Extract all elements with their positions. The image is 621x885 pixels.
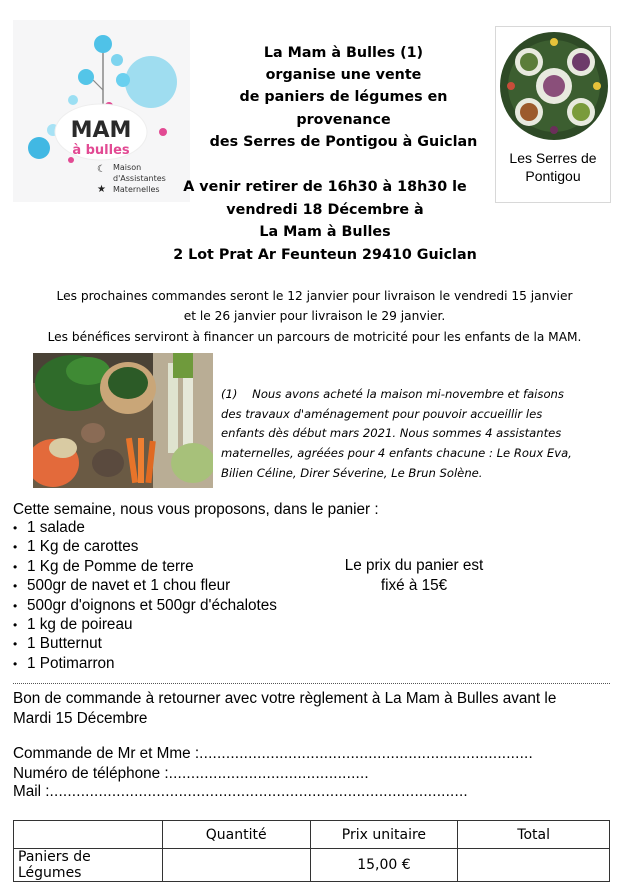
- serres-name-line-1: Les Serres de: [509, 150, 597, 166]
- serres-name: [496, 149, 610, 185]
- row-quantity-cell[interactable]: [162, 849, 310, 882]
- mail-label: Mail :: [13, 783, 50, 800]
- logo-subtitle-2: d'Assistantes: [113, 174, 166, 183]
- note-line-3: enfants dès début mars 2021. Nous sommes 4 assistantes: [221, 426, 562, 441]
- title-line-5: des Serres de Pontigou à Guiclan: [209, 133, 478, 150]
- mail-field[interactable]: [13, 782, 468, 801]
- dotted-divider: [13, 683, 610, 684]
- list-item: • 500gr d'oignons et 500gr d'échalotes: [13, 596, 277, 614]
- logo-subtitle-1: Maison: [113, 163, 142, 172]
- name-field[interactable]: [13, 744, 533, 763]
- title-line-2: organise une vente: [265, 67, 422, 84]
- pickup-line-4: 2 Lot Prat Ar Feunteun 29410 Guiclan: [173, 246, 477, 263]
- mail-dots: ..............................................................................................: [49, 783, 468, 800]
- title-line-3: de paniers de légumes en: [239, 89, 448, 106]
- note-line-5: Bilien Céline, Direr Séverine, Le Brun Solène.: [221, 465, 483, 480]
- list-item: • 1 salade: [13, 519, 85, 536]
- basket-list: [13, 518, 277, 673]
- pickup-line-3: La Mam à Bulles: [259, 224, 391, 240]
- info-line-2: et le 26 janvier pour livraison le 29 janvier.: [183, 309, 446, 324]
- svg-text:★: ★: [97, 184, 106, 195]
- vegetable-plate-icon: [499, 30, 609, 142]
- title-line-1: La Mam à Bulles (1): [263, 45, 424, 61]
- price-block: [330, 556, 498, 596]
- basket-intro: Cette semaine, nous vous proposons, dans le panier :: [13, 501, 379, 518]
- note-line-4: maternelles, agréées pour 4 enfants chacune : Le Roux Eva,: [221, 446, 572, 461]
- info-paragraph: [22, 286, 607, 347]
- serres-name-line-2: Pontigou: [525, 168, 581, 184]
- price-line-2: fixé à 15€: [380, 577, 448, 594]
- name-dots: ...........................................................................: [199, 745, 533, 762]
- vegetable-basket-photo: [33, 353, 213, 488]
- footnote: [221, 385, 611, 484]
- list-item: • 500gr de navet et 1 chou fleur: [13, 577, 231, 595]
- serres-de-pontigou-logo: [495, 26, 611, 203]
- order-table: [13, 820, 610, 882]
- info-line-1: Les prochaines commandes seront le 12 janvier pour livraison le vendredi 15 janvier: [56, 289, 573, 303]
- title-block: [196, 42, 491, 153]
- table-header-row: [14, 821, 610, 849]
- phone-dots: .............................................: [168, 765, 369, 782]
- pickup-line-1: A venir retirer de 16h30 à 18h30 le: [183, 179, 467, 195]
- list-item: • 1 Potimarron: [13, 654, 115, 672]
- pickup-line-2: vendredi 18 Décembre à: [226, 201, 424, 218]
- header-total: Total: [458, 821, 610, 849]
- title-line-4: provenance: [296, 111, 391, 128]
- bubbles-illustration: [13, 20, 190, 202]
- svg-text:☾: ☾: [97, 164, 106, 175]
- logo-bulles-text: à bulles: [72, 143, 130, 158]
- order-line-1: Bon de commande à retourner avec votre règlement à La Mam à Bulles avant le: [13, 690, 557, 707]
- list-item: • 1 kg de poireau: [13, 615, 133, 633]
- table-row: [14, 849, 610, 882]
- phone-field[interactable]: [13, 764, 369, 783]
- mam-a-bulles-logo: [13, 20, 190, 202]
- row-unit-price: 15,00 €: [310, 849, 458, 882]
- list-item: • 1 Kg de Pomme de terre: [13, 557, 194, 575]
- price-line-1: Le prix du panier est: [344, 557, 484, 574]
- name-label: Commande de Mr et Mme :: [13, 745, 200, 762]
- order-line-2: Mardi 15 Décembre: [13, 709, 148, 727]
- row-product: Paniers de Légumes: [14, 849, 163, 882]
- list-item: • 1 Kg de carottes: [13, 538, 139, 556]
- logo-mam-text: MAM: [70, 118, 132, 143]
- header-cell-empty: [14, 821, 163, 849]
- order-instructions: [13, 689, 613, 728]
- header-prix-unitaire: Prix unitaire: [310, 821, 458, 849]
- row-total-cell[interactable]: [458, 849, 610, 882]
- note-line-2: des travaux d'aménagement pour pouvoir accueillir les: [221, 406, 543, 421]
- note-line-1: (1) Nous avons acheté la maison mi-novembre et faisons: [221, 387, 564, 401]
- logo-subtitle-3: Maternelles: [113, 185, 160, 194]
- phone-label: Numéro de téléphone :: [13, 765, 169, 782]
- pickup-block: [150, 176, 500, 266]
- list-item: • 1 Butternut: [13, 635, 102, 653]
- info-line-3: Les bénéfices serviront à financer un parcours de motricité pour les enfants de la MAM.: [47, 329, 582, 344]
- header-quantite: Quantité: [162, 821, 310, 849]
